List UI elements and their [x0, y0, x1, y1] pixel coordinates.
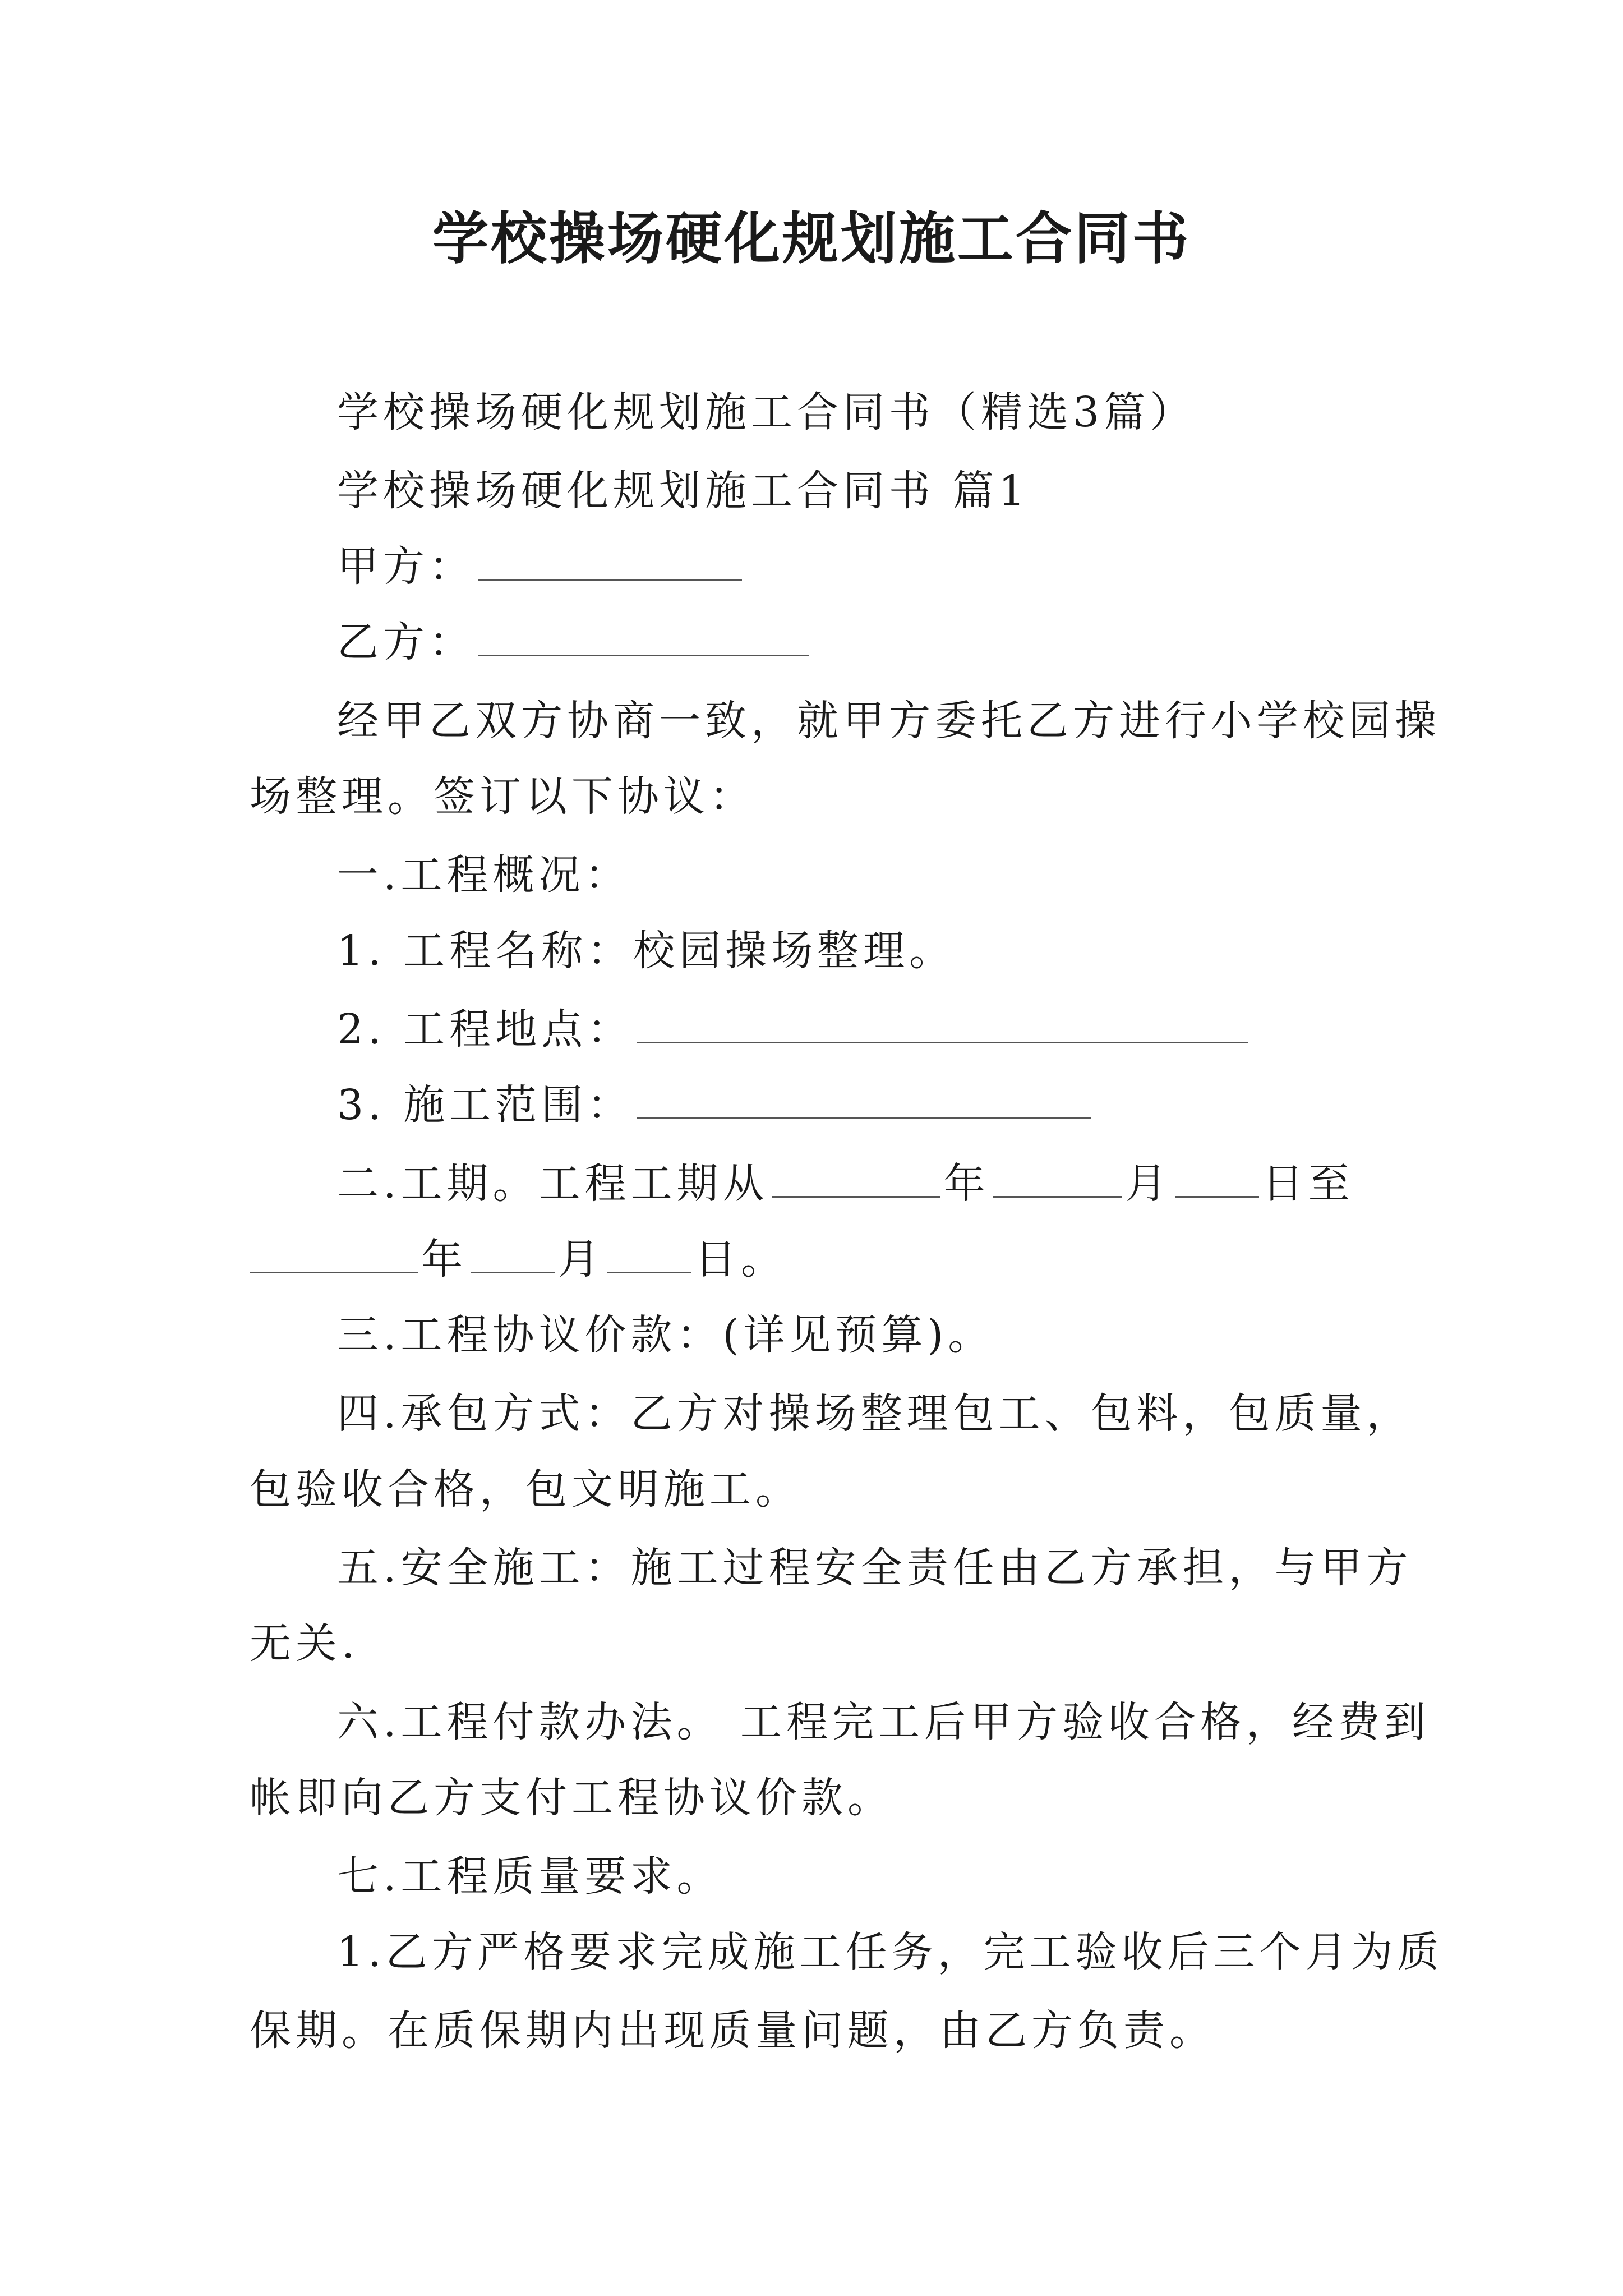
- party-a-label: 甲方：: [337, 542, 475, 591]
- project-location-blank: [637, 1008, 1248, 1043]
- intro-line-2: 场整理。签订以下协议：: [250, 772, 755, 821]
- section-1-item-1: 1. 工程名称：校园操场整理。: [337, 927, 956, 975]
- end-month-label: 月: [558, 1235, 604, 1283]
- end-year-label: 年: [421, 1235, 467, 1283]
- start-year-label: 年: [943, 1159, 990, 1208]
- section-6-line-2: 帐即向乙方支付工程协议价款。: [250, 1774, 893, 1822]
- start-month-blank: [993, 1162, 1122, 1198]
- section-4-line-1: 四.承包方式：乙方对操场整理包工、包料，包质量，: [337, 1389, 1413, 1438]
- construction-scope-label: 3. 施工范围：: [337, 1081, 634, 1129]
- section-5-line-1: 五.安全施工：施工过程安全责任由乙方承担，与甲方: [337, 1544, 1413, 1592]
- start-day-blank: [1175, 1162, 1259, 1198]
- intro-line-1: 经甲乙双方协商一致，就甲方委托乙方进行小学校园操: [337, 697, 1441, 745]
- section-7-heading: 七.工程质量要求。: [337, 1852, 723, 1901]
- section-2-line-1: [250, 1156, 1394, 1212]
- start-year-blank: [772, 1162, 940, 1198]
- section-7-item-1-line-1: 1.乙方严格要求完成施工任务，完工验收后三个月为质: [337, 1928, 1444, 1976]
- party-b-label: 乙方：: [337, 618, 475, 666]
- section-6-line-1: 六.工程付款办法。 工程完工后甲方验收合格，经费到: [337, 1698, 1431, 1746]
- start-month-label: 月: [1125, 1159, 1172, 1208]
- start-day-label: 日至: [1262, 1159, 1354, 1208]
- end-day-label: 日。: [695, 1235, 787, 1283]
- party-b-line: [250, 614, 1394, 670]
- section-3: 三.工程协议价款：(详见预算)。: [337, 1311, 994, 1359]
- section-2-line-2: [250, 1231, 1394, 1287]
- end-month-blank: [471, 1238, 555, 1273]
- section-5-line-2: 无关.: [250, 1619, 359, 1668]
- document-title: 学校操场硬化规划施工合同书: [432, 205, 1191, 272]
- section-1-item-3: [250, 1077, 1394, 1133]
- party-b-blank: [478, 621, 809, 656]
- section-2-text: 二.工期。工程工期从: [337, 1159, 769, 1208]
- subtitle: 学校操场硬化规划施工合同书（精选3篇）: [337, 388, 1196, 436]
- construction-scope-blank: [637, 1084, 1091, 1119]
- end-day-blank: [607, 1238, 691, 1273]
- section-heading: 学校操场硬化规划施工合同书 篇1: [337, 467, 1030, 515]
- section-1-heading: 一.工程概况：: [337, 851, 631, 899]
- section-4-line-2: 包验收合格，包文明施工。: [250, 1465, 801, 1513]
- project-location-label: 2. 工程地点：: [337, 1005, 634, 1053]
- section-1-item-2: [250, 1001, 1394, 1057]
- party-a-line: [250, 539, 1394, 595]
- end-year-blank: [250, 1238, 418, 1273]
- party-a-blank: [478, 545, 742, 581]
- section-7-item-1-line-2: 保期。在质保期内出现质量问题，由乙方负责。: [250, 2007, 1215, 2055]
